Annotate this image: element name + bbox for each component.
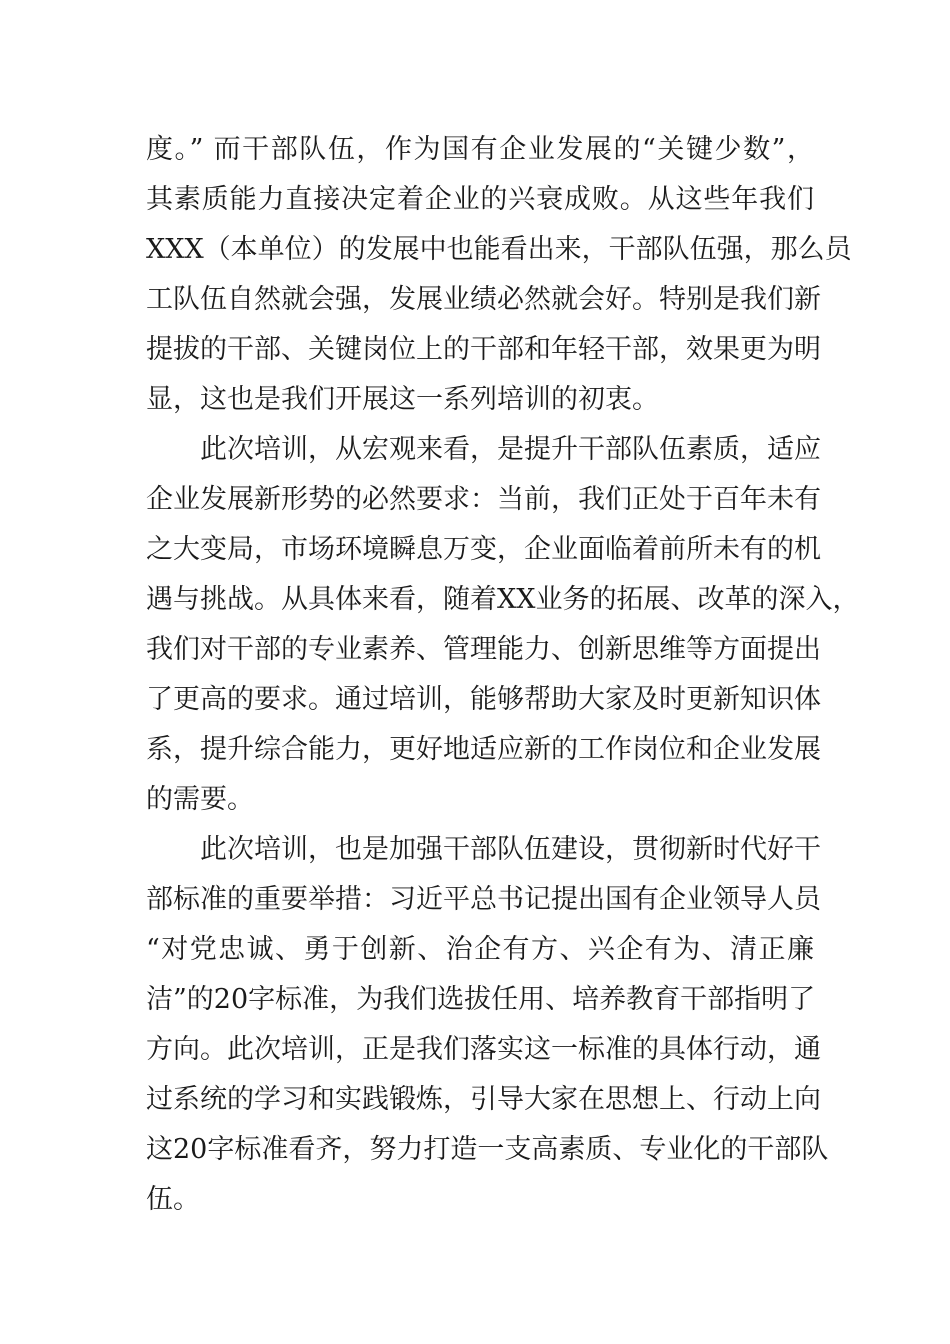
- text-line: 洁”的20字标准，为我们选拔任用、培养教育干部指明了: [146, 984, 816, 1015]
- paragraph-start-line: 此次培训，也是加强干部队伍建设，贯彻新时代好干: [200, 834, 821, 865]
- text-line: 之大变局，市场环境瞬息万变，企业面临着前所未有的机: [146, 534, 821, 565]
- text-line: 我们对干部的专业素养、管理能力、创新思维等方面提出: [146, 634, 821, 665]
- text-line: 遇与挑战。从具体来看，随着XX业务的拓展、改革的深入，: [146, 584, 860, 615]
- text-line: XXX（本单位）的发展中也能看出来，干部队伍强，那么员: [146, 234, 852, 265]
- text-line: 这20字标准看齐，努力打造一支高素质、专业化的干部队: [146, 1134, 829, 1165]
- text-line: 的需要。: [146, 784, 254, 815]
- text-line: 度。” 而干部队伍，作为国有企业发展的“关键少数”，: [146, 134, 814, 165]
- text-line: 了更高的要求。通过培训，能够帮助大家及时更新知识体: [146, 684, 821, 715]
- text-line: “对党忠诚、勇于创新、治企有方、兴企有为、清正廉: [146, 934, 814, 965]
- document-body: [146, 125, 860, 1225]
- text-line: 显，这也是我们开展这一系列培训的初衷。: [146, 384, 659, 415]
- text-line: 方向。此次培训，正是我们落实这一标准的具体行动，通: [146, 1034, 821, 1065]
- text-line: 过系统的学习和实践锻炼，引导大家在思想上、行动上向: [146, 1084, 821, 1115]
- text-line: 系，提升综合能力，更好地适应新的工作岗位和企业发展: [146, 734, 821, 765]
- text-line: 工队伍自然就会强，发展业绩必然就会好。特别是我们新: [146, 284, 821, 315]
- text-line: 企业发展新形势的必然要求：当前，我们正处于百年未有: [146, 484, 821, 515]
- text-line: 伍。: [146, 1184, 200, 1215]
- text-line: 其素质能力直接决定着企业的兴衰成败。从这些年我们: [146, 184, 814, 215]
- paragraph-start-line: 此次培训，从宏观来看，是提升干部队伍素质，适应: [200, 434, 821, 465]
- text-line: 提拔的干部、关键岗位上的干部和年轻干部，效果更为明: [146, 334, 821, 365]
- text-line: 部标准的重要举措：习近平总书记提出国有企业领导人员: [146, 884, 821, 915]
